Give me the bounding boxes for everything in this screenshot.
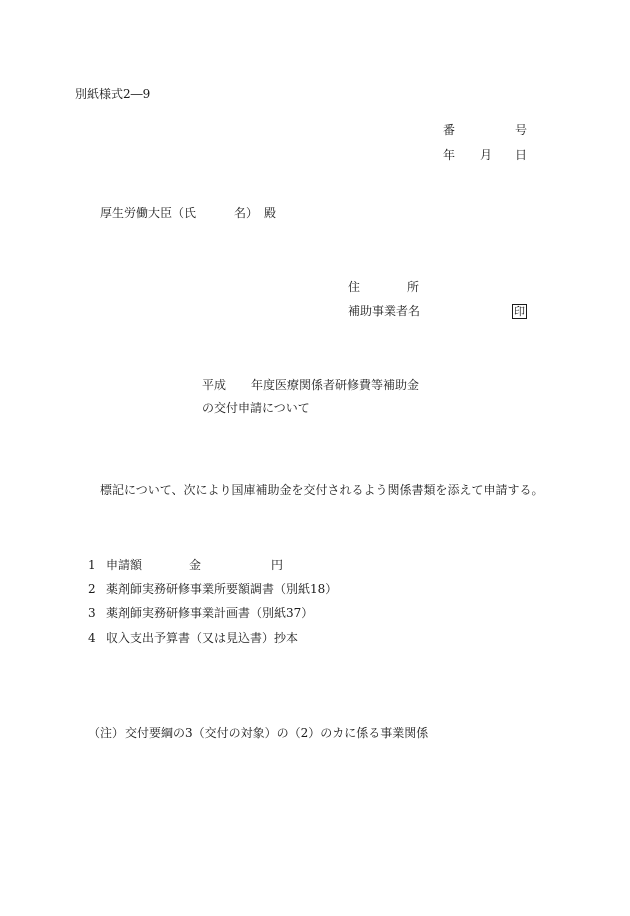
date-month: 月 xyxy=(480,148,493,162)
addressee-prefix: 厚生労働大臣（氏 xyxy=(100,206,197,220)
form-id: 別紙様式2―9 xyxy=(75,87,151,101)
item-2-text: 薬剤師実務研修事業所要額調書（別紙18） xyxy=(106,582,338,596)
item-1-yen: 円 xyxy=(271,558,284,572)
address-label-first: 住 xyxy=(348,280,361,294)
subject-line1: 年度医療関係者研修費等補助金 xyxy=(251,378,420,392)
subject-era: 平成 xyxy=(202,378,227,392)
item-1-text: 申請額 xyxy=(106,558,143,572)
applicant-name-label: 補助事業者名 xyxy=(348,304,421,318)
item-4-text: 収入支出予算書（又は見込書）抄本 xyxy=(106,631,299,645)
number-label: 番 xyxy=(443,123,456,137)
item-3-num: 3 xyxy=(88,606,96,620)
addressee-suffix: 名） xyxy=(234,206,259,220)
body-text: 標記について、次により国庫補助金を交付されるよう関係書類を添えて申請する。 xyxy=(100,483,544,497)
date-day: 日 xyxy=(515,148,528,162)
seal-mark xyxy=(512,303,527,319)
item-1-kin: 金 xyxy=(189,558,202,572)
address-label-second: 所 xyxy=(407,280,420,294)
item-1-num: 1 xyxy=(88,558,96,572)
item-3-text: 薬剤師実務研修事業計画書（別紙37） xyxy=(106,606,314,620)
seal-text: 印 xyxy=(514,305,525,318)
subject-line2: の交付申請について xyxy=(202,401,310,415)
note-label: （注） xyxy=(88,726,125,740)
item-2-num: 2 xyxy=(88,582,96,596)
item-4-num: 4 xyxy=(88,631,96,645)
note-text: 交付要綱の3（交付の対象）の（2）のカに係る事業関係 xyxy=(125,726,429,740)
addressee-honorific: 殿 xyxy=(264,206,277,220)
number-suffix: 号 xyxy=(515,123,528,137)
date-year: 年 xyxy=(443,148,456,162)
